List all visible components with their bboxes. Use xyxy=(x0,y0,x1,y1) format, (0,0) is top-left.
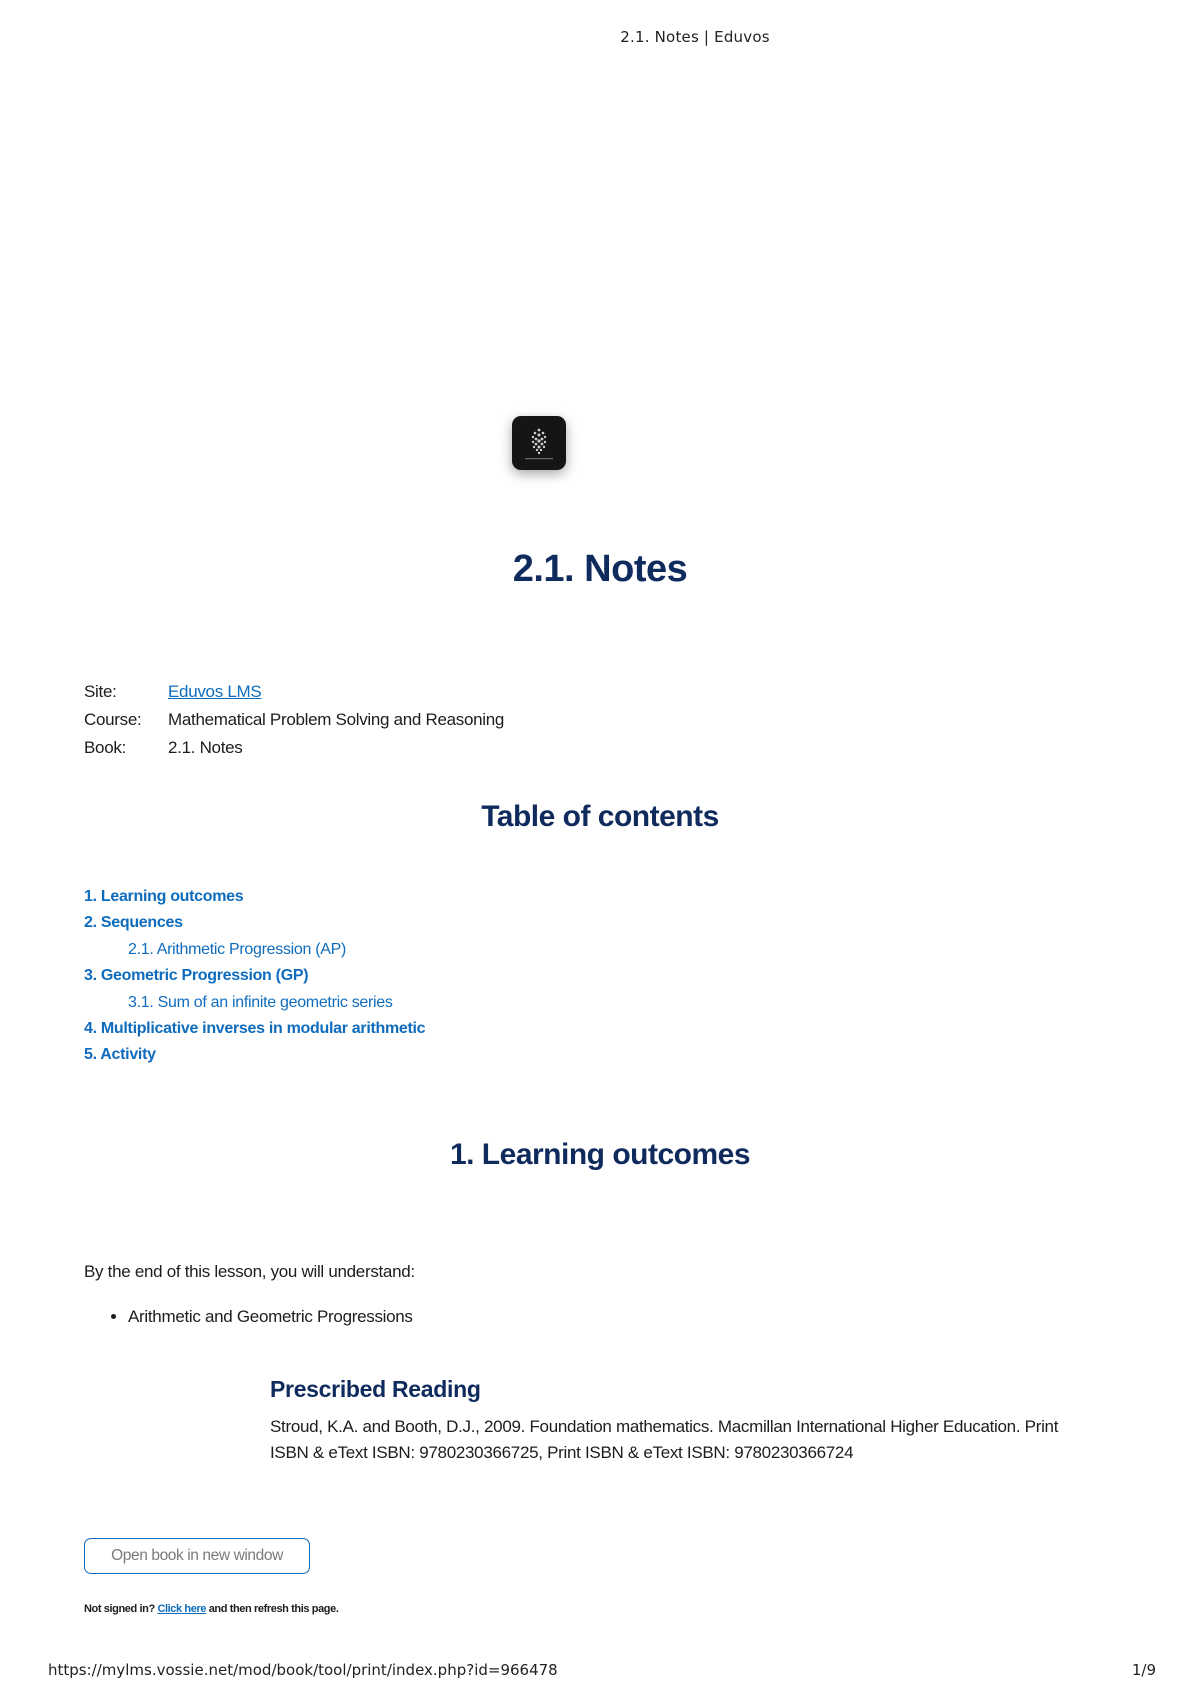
print-footer-page-number: 1/9 xyxy=(1131,1661,1156,1679)
prescribed-reading-text: Stroud, K.A. and Booth, D.J., 2009. Foundation mathematics. Macmillan International Higher Education. Print ISBN & eText ISBN: 9780230366725, Print ISBN & eText ISBN: 9780230366724 xyxy=(270,1417,1059,1462)
signin-prefix: Not signed in? xyxy=(84,1603,155,1615)
toc-heading: Table of contents xyxy=(481,800,719,833)
toc-item-activity[interactable]: 5. Activity xyxy=(84,1046,156,1064)
table-of-contents xyxy=(84,884,425,1069)
eduvos-logo xyxy=(512,416,566,470)
open-book-new-window-button[interactable]: Open book in new window xyxy=(84,1538,310,1574)
toc-item-arithmetic-progression[interactable]: 2.1. Arithmetic Progression (AP) xyxy=(128,940,347,958)
meta-row-book xyxy=(84,734,504,762)
course-label: Course: xyxy=(84,710,142,729)
signin-note xyxy=(84,1603,339,1615)
book-label: Book: xyxy=(84,738,126,757)
section-heading-learning-outcomes: 1. Learning outcomes xyxy=(449,1138,751,1171)
course-value: Mathematical Problem Solving and Reasoning xyxy=(168,710,505,729)
toc-item-sequences[interactable]: 2. Sequences xyxy=(84,914,183,932)
list-item: • Arithmetic and Geometric Progressions xyxy=(128,1305,413,1329)
signin-click-here-link[interactable]: Click here xyxy=(157,1603,207,1615)
toc-item-geometric-progression[interactable]: 3. Geometric Progression (GP) xyxy=(84,967,309,985)
toc-item-learning-outcomes[interactable]: 1. Learning outcomes xyxy=(84,888,244,905)
logo-icon xyxy=(512,416,566,470)
toc-item-multiplicative-inverses[interactable]: 4. Multiplicative inverses in modular arithmetic xyxy=(84,1019,426,1037)
print-header-title: 2.1. Notes | Eduvos xyxy=(620,28,770,46)
page-title: 2.1. Notes xyxy=(512,548,688,590)
prescribed-reading-title: Prescribed Reading xyxy=(270,1376,481,1402)
book-value: 2.1. Notes xyxy=(168,738,243,757)
learning-outcomes-intro: By the end of this lesson, you will understand: xyxy=(84,1262,415,1281)
meta-row-site xyxy=(84,678,504,706)
signin-suffix: and then refresh this page. xyxy=(208,1603,339,1615)
site-link[interactable]: Eduvos LMS xyxy=(168,682,262,701)
print-footer-url: https://mylms.vossie.net/mod/book/tool/print/index.php?id=966478 xyxy=(48,1661,558,1679)
learning-outcomes-list xyxy=(84,1305,413,1329)
site-label: Site: xyxy=(84,682,117,701)
meta-row-course xyxy=(84,706,504,734)
book-meta xyxy=(84,678,504,762)
toc-item-infinite-geometric-series[interactable]: 3.1. Sum of an infinite geometric series xyxy=(128,993,393,1011)
